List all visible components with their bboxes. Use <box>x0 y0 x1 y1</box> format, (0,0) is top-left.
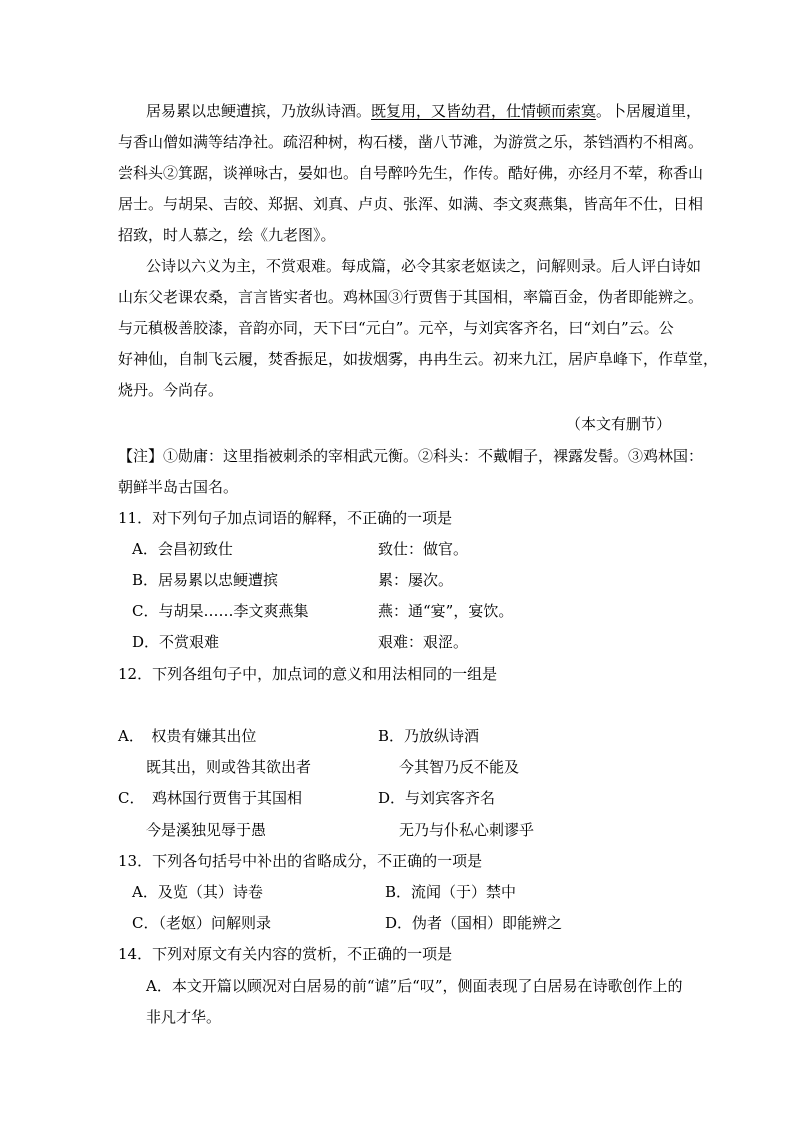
q12-option-b-line2: 今其智乃反不能及 <box>399 758 520 776</box>
q11-option-right: 累：屡次。 <box>378 571 454 589</box>
q14-option-a: A．本文开篇以顾况对白居易的前“谑”后“叹”，侧面表现了白居易在诗歌创作上的 <box>146 977 683 995</box>
passage-line: 尝科头②箕踞，谈禅咏古，晏如也。自号醉吟先生，作传。酷好佛，亦经月不荤，称香山 <box>118 164 704 182</box>
q13-option-d: D．伪者（国相）即能辨之 <box>385 914 563 932</box>
passage-line: 好神仙，自制飞云履，焚香振足，如拔烟雾，冉冉生云。初来九江，居庐阜峰下，作草堂， <box>118 350 719 368</box>
q13-option-a: A．及览（其）诗卷 <box>132 883 263 901</box>
underlined-sentence: 既复用，又皆幼君，仕情顿而索寞 <box>371 102 597 120</box>
question-11-stem: 11．对下列句子加点词语的解释，不正确的一项是 <box>118 509 453 527</box>
passage-line: 山东父老课农桑，言言皆实者也。鸡林国③行贾售于其国相，率篇百金，伪者即能辨之。 <box>118 288 704 306</box>
q12-option-b: B．乃放纵诗酒 <box>378 727 480 745</box>
q12-option-a: A． 权贵有嫌其出位 <box>118 727 257 745</box>
footnote-line: 【注】①勋庸：这里指被刺杀的宰相武元衡。②科头：不戴帽子，裸露发髻。③鸡林国： <box>118 447 704 465</box>
q12-option-a-line2: 既其出，则或咎其欲出者 <box>146 758 312 776</box>
text-run: 居易累以忠鲠遭摈，乃放纵诗酒。 <box>146 102 372 120</box>
q11-option-right: 致仕：做官。 <box>378 540 469 558</box>
question-14-stem: 14．下列对原文有关内容的赏析，不正确的一项是 <box>118 945 453 963</box>
passage-line: 与元稹极善胶漆，音韵亦同，天下曰“元白”。元卒，与刘宾客齐名，曰“刘白”云。公 <box>118 319 674 337</box>
source-note: （本文有删节） <box>566 415 672 433</box>
passage-line <box>146 101 701 121</box>
q11-option-left: A．会昌初致仕 <box>132 540 233 558</box>
question-13-stem: 13．下列各句括号中补出的省略成分，不正确的一项是 <box>118 852 483 870</box>
q12-option-c: C． 鸡林国行贾售于其国相 <box>118 789 302 807</box>
passage-line: 居士。与胡杲、吉皎、郑据、刘真、卢贞、张浑、如满、李文爽燕集，皆高年不仕，日相 <box>118 195 704 213</box>
footnote-line: 朝鲜半岛古国名。 <box>118 478 239 496</box>
passage-line: 烧丹。今尚存。 <box>118 381 224 399</box>
q11-option-left: D．不赏艰难 <box>132 633 220 651</box>
q14-option-a-line2: 非凡才华。 <box>146 1008 222 1026</box>
q11-option-left: C．与胡杲……李文爽燕集 <box>132 602 309 620</box>
question-12-stem: 12．下列各组句子中，加点词的意义和用法相同的一组是 <box>118 665 498 683</box>
q12-option-c-line2: 今是溪独见辱于愚 <box>146 821 267 839</box>
text-run: 。卜居履道里， <box>596 102 702 120</box>
q11-option-right: 燕：通“宴”，宴饮。 <box>378 602 514 620</box>
passage-line: 公诗以六义为主，不赏艰难。每成篇，必令其家老妪读之，问解则录。后人评白诗如 <box>146 257 702 275</box>
q11-option-right: 艰难：艰涩。 <box>378 633 469 651</box>
q12-option-d: D．与刘宾客齐名 <box>378 789 496 807</box>
q11-option-left: B．居易累以忠鲠遭摈 <box>132 571 279 589</box>
q12-option-d-line2: 无乃与仆私心刺谬乎 <box>399 821 535 839</box>
q13-option-b: B．流闻（于）禁中 <box>385 883 517 901</box>
q13-option-c: C．（老妪）问解则录 <box>132 914 271 932</box>
passage-line: 与香山僧如满等结净社。疏沼种树，构石楼，凿八节滩，为游赏之乐，茶铛酒杓不相离。 <box>118 133 704 151</box>
passage-line: 招致，时人慕之，绘《九老图》。 <box>118 226 336 244</box>
